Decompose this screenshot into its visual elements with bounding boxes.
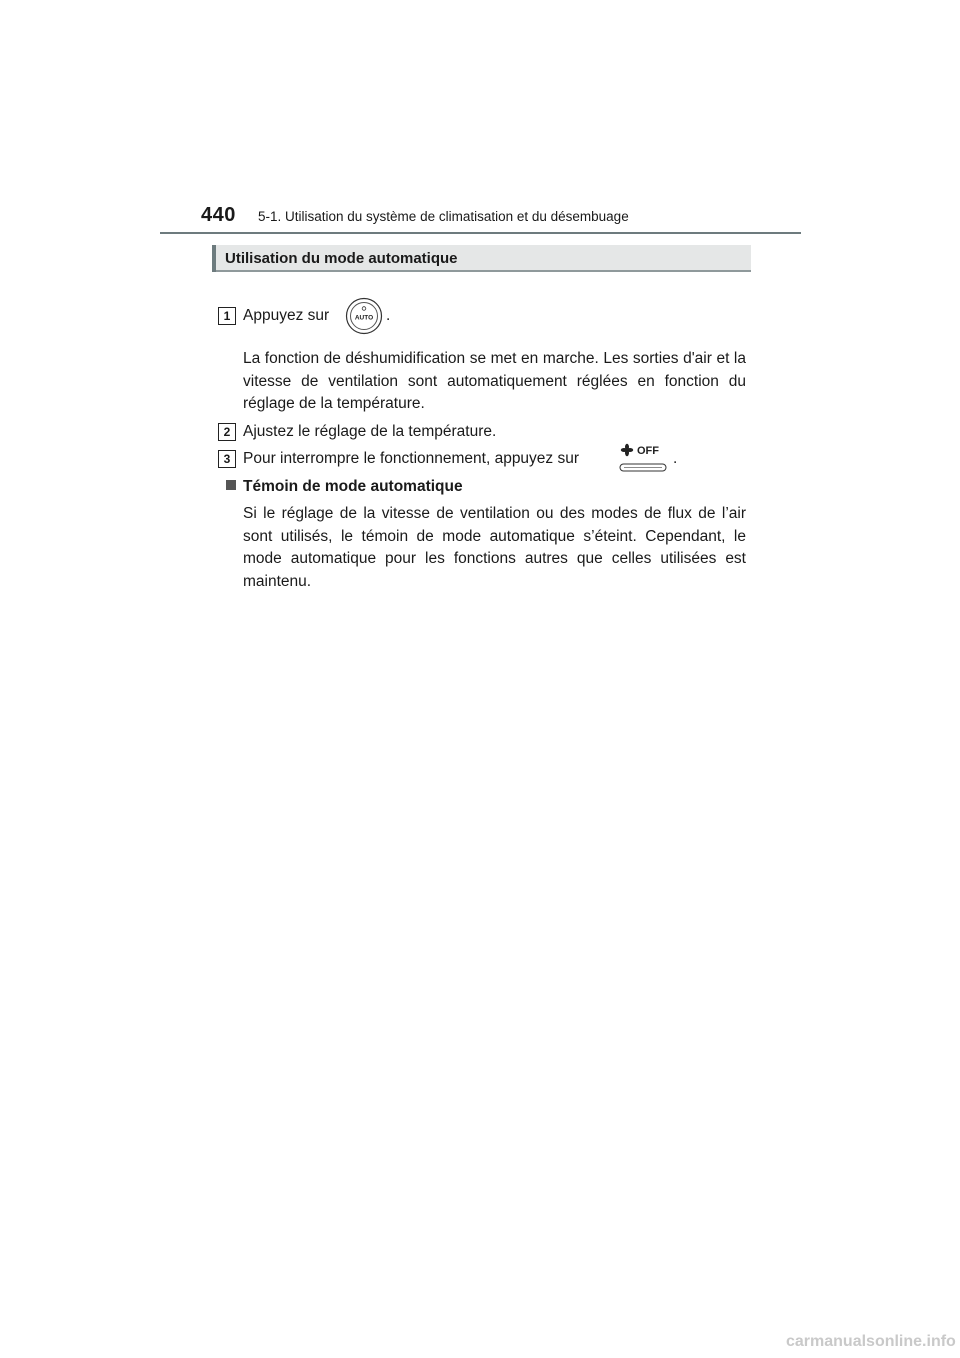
step-1-paragraph: La fonction de déshumidification se met en marche. Les sorties d'air et la vitesse de ventilation sont automatiquement réglées en fonction du réglage de la température.: [243, 350, 746, 412]
page-number: 440: [201, 204, 236, 226]
bullet-square-icon: [226, 480, 236, 490]
section-bar: [212, 245, 751, 272]
section-title: Utilisation du mode automatique: [225, 250, 458, 267]
step-1-text: Appuyez sur: [243, 307, 330, 324]
fan-off-button-icon: [614, 442, 670, 474]
step-3-period: .: [673, 450, 678, 467]
step-2-text: Ajustez le réglage de la température.: [243, 423, 497, 440]
step-1-period: .: [386, 307, 391, 324]
auto-button-label: AUTO: [354, 314, 374, 322]
header-rule: [160, 232, 801, 234]
step-number-1: 1: [218, 307, 236, 325]
subsection-heading: [226, 476, 463, 498]
step-3-text: Pour interrompre le fonctionnement, appuyez sur: [243, 450, 580, 467]
step-number-3: 3: [218, 450, 236, 468]
watermark: carmanualsonline.info: [786, 1333, 956, 1350]
off-button-label: OFF: [637, 445, 659, 457]
step-number-2: 2: [218, 423, 236, 441]
running-header: 5-1. Utilisation du système de climatisation et du désembuage: [258, 209, 629, 224]
step-1-line: [243, 305, 329, 327]
subsection-paragraph: Si le réglage de la vitesse de ventilation ou des modes de flux de l’air sont utilisés, le témoin de mode automatique s’éteint. Cependant, le mode automatique pour les fonctions autres que celles utilisées est maintenu.: [243, 505, 746, 590]
auto-button-icon: [345, 297, 383, 335]
subsection-title: Témoin de mode automatique: [243, 478, 463, 495]
